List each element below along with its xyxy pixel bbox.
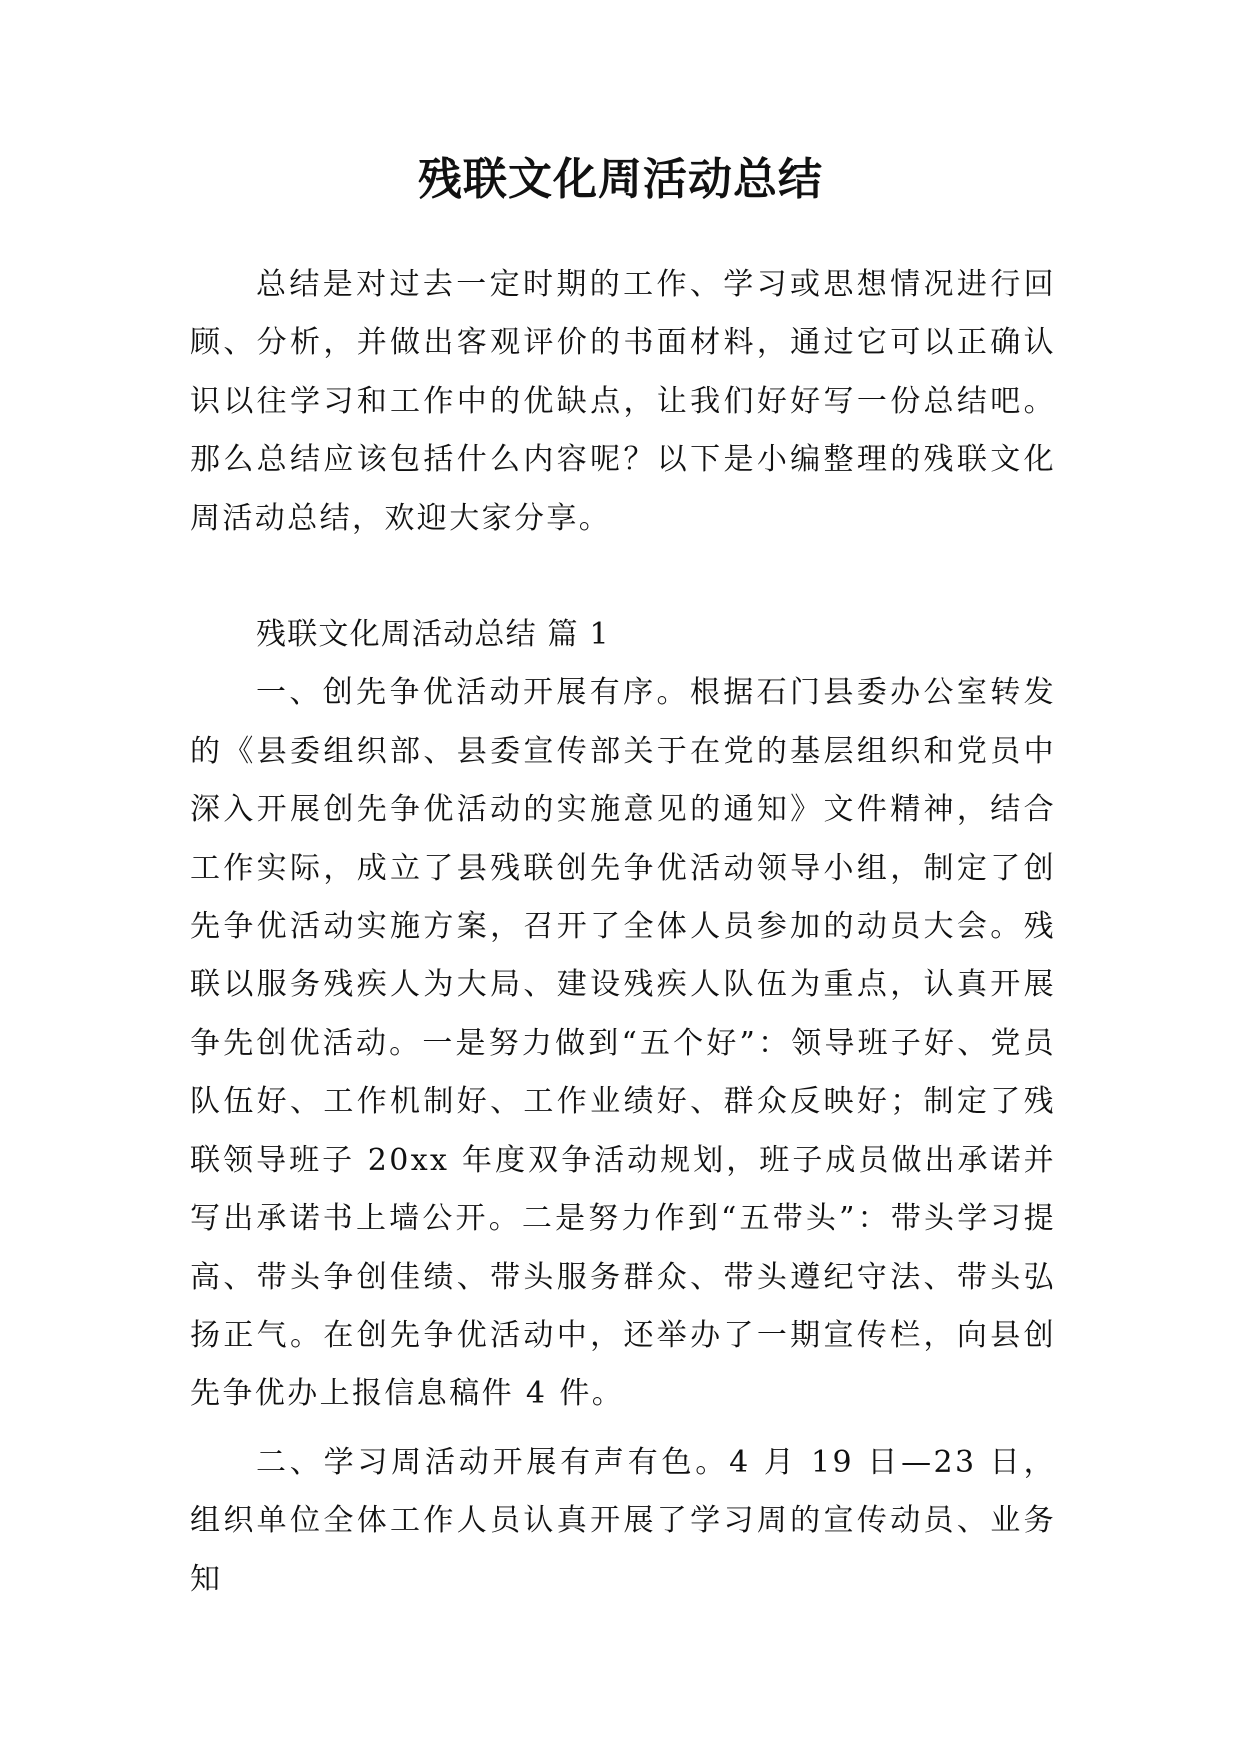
section-heading: 残联文化周活动总结 篇 1: [256, 617, 610, 653]
body-paragraph-2: 二、学习周活动开展有声有色。4 月 19 日—23 日，组织单位全体工作人员认真开展了学习周的宣传动员、业务知: [190, 1444, 1056, 1597]
document-title: 残联文化周活动总结: [418, 154, 823, 205]
intro-paragraph: 总结是对过去一定时期的工作、学习或思想情况进行回顾、分析，并做出客观评价的书面材料，通过它可以正确认识以往学习和工作中的优缺点，让我们好好写一份总结吧。那么总结应该包括什么内容呢？以下是小编整理的残联文化周活动总结，欢迎大家分享。: [190, 267, 1056, 536]
document-body: [190, 256, 1056, 1609]
body-paragraph-1: 一、创先争优活动开展有序。根据石门县委办公室转发的《县委组织部、县委宣传部关于在党的基层组织和党员中深入开展创先争优活动的实施意见的通知》文件精神，结合工作实际，成立了县残联创先争优活动领导小组，制定了创先争优活动实施方案，召开了全体人员参加的动员大会。残联以服务残疾人为大局、建设残疾人队伍为重点，认真开展争先创优活动。一是努力做到“五个好”：领导班子好、党员队伍好、工作机制好、工作业绩好、群众反映好；制定了残联领导班子 20xx 年度双争活动规划，班子成员做出承诺并写出承诺书上墙公开。二是努力作到“五带头”：带头学习提高、带头争创佳绩、带头服务群众、带头遵纪守法、带头弘扬正气。在创先争优活动中，还举办了一期宣传栏，向县创先争优办上报信息稿件 4 件。: [190, 675, 1056, 1412]
